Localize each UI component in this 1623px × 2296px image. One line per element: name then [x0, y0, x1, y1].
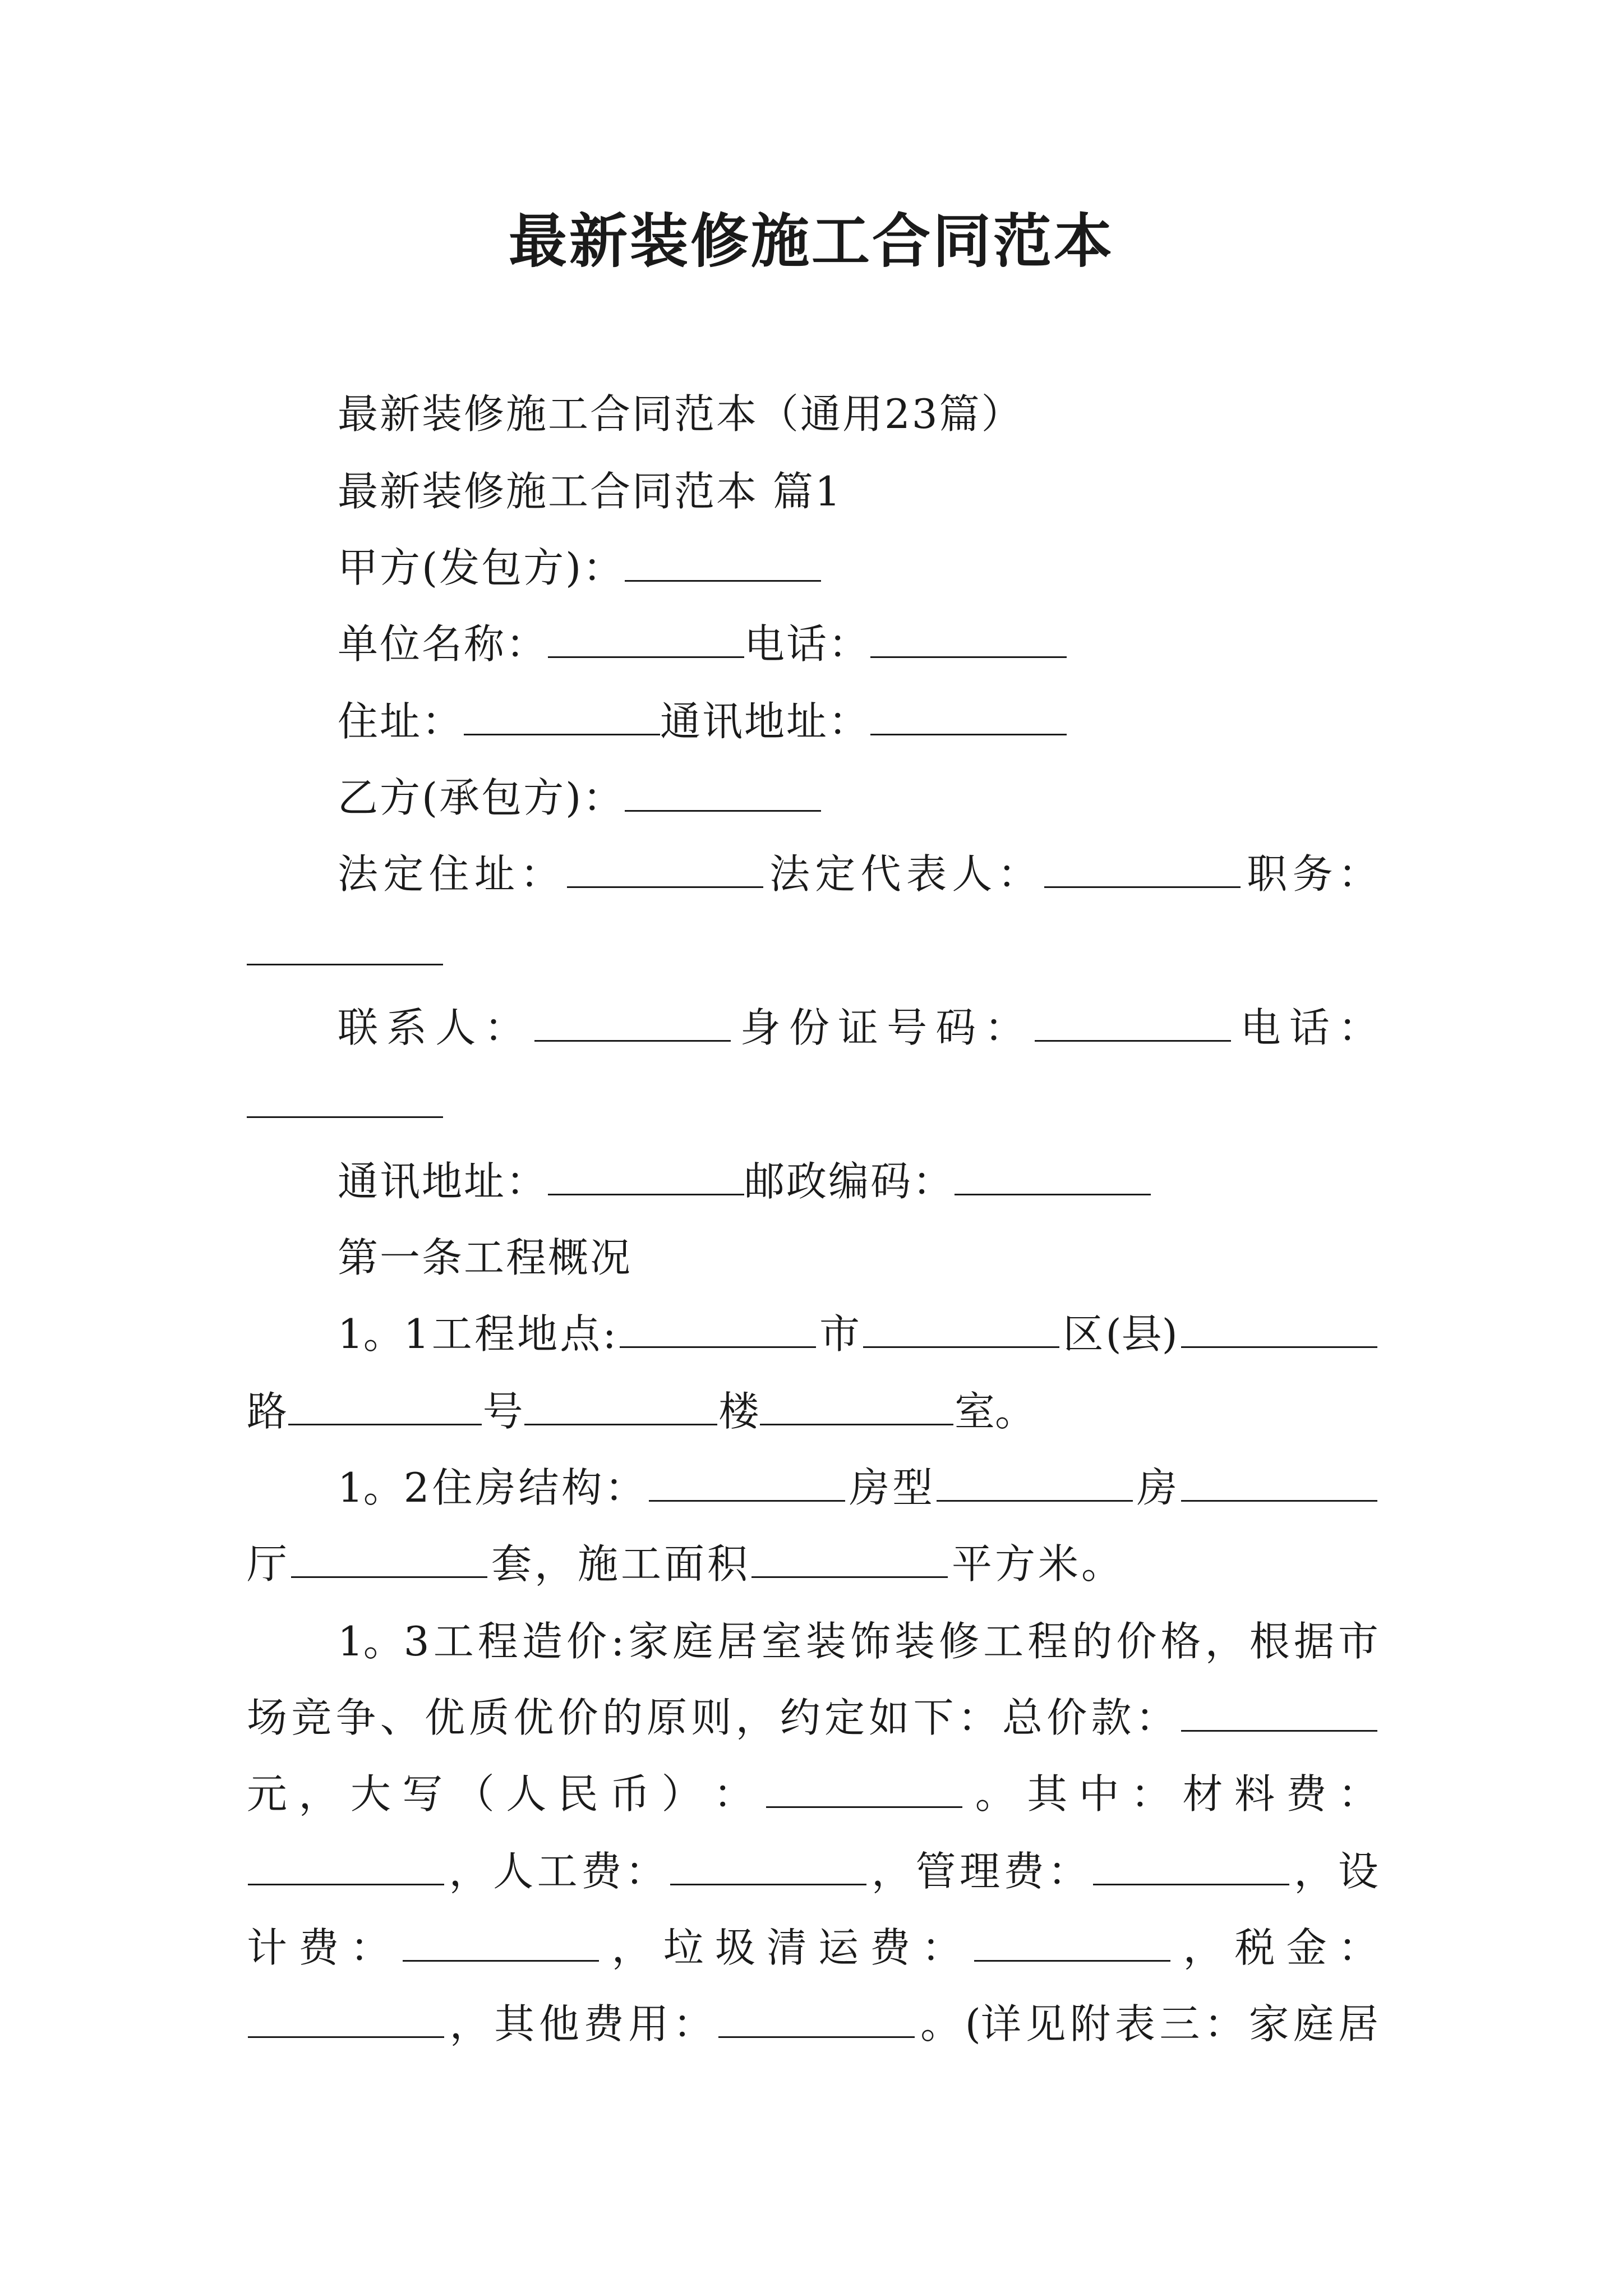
- fill-in-blank: [524, 1383, 718, 1425]
- text-token: 费: [298, 1924, 339, 1971]
- text-token: 结: [518, 1464, 559, 1511]
- text-token: 房: [1136, 1464, 1177, 1511]
- text-token: 造: [522, 1618, 562, 1665]
- text-token: ，: [871, 1848, 912, 1895]
- text-token: ：: [484, 1004, 525, 1051]
- company-name-label: 单位名称：: [338, 620, 548, 668]
- mailing-address-label-b: 通讯地址：: [338, 1158, 548, 1205]
- text-token: ：: [713, 1770, 754, 1818]
- fill-in-blank: [291, 1536, 487, 1578]
- text-token: 法: [338, 850, 379, 898]
- fill-in-blank: [974, 1920, 1170, 1962]
- text-token: ：: [957, 1694, 998, 1741]
- text-token: 价: [557, 1694, 598, 1741]
- clause-1-3: [338, 1613, 1378, 1669]
- text-token: 格: [1160, 1618, 1201, 1665]
- text-token: ，: [449, 1848, 490, 1895]
- text-token: 人: [506, 1770, 547, 1818]
- clause-1-2-cont: [247, 1536, 1122, 1592]
- text-token: 的: [1072, 1618, 1113, 1665]
- text-token: 下: [913, 1694, 954, 1741]
- text-token: 房: [849, 1464, 890, 1511]
- text-token: 住: [432, 1464, 473, 1511]
- text-token: 。: [1081, 1540, 1122, 1588]
- legal-info-line-cont: [247, 923, 443, 979]
- text-token: 费: [1286, 1770, 1327, 1818]
- text-token: 米: [1038, 1540, 1078, 1588]
- text-token: ：: [1135, 1694, 1176, 1741]
- text-token: 争: [335, 1694, 376, 1741]
- company-name-blank: [548, 616, 744, 658]
- address-label: 住址：: [338, 698, 464, 745]
- text-token: 三: [1159, 2000, 1200, 2047]
- text-token: 装: [805, 1618, 846, 1665]
- party-a-line: [338, 540, 821, 596]
- text-token: 工: [537, 1848, 578, 1895]
- text-token: (详: [965, 2000, 1021, 2047]
- postal-code-blank: [955, 1153, 1151, 1195]
- text-token: 。: [994, 1388, 1035, 1435]
- text-token: 证: [837, 1004, 878, 1051]
- text-token: 点: [560, 1310, 601, 1358]
- mailing-address-blank-b: [548, 1153, 744, 1195]
- text-token: ，: [534, 1540, 575, 1588]
- text-token: 型: [892, 1464, 933, 1511]
- text-token: 1。2: [338, 1464, 430, 1511]
- text-token: ，: [449, 2000, 490, 2047]
- text-token: ，: [611, 1924, 652, 1971]
- position-blank: [247, 923, 443, 965]
- text-token: :: [602, 1310, 616, 1358]
- text-token: 总: [1002, 1694, 1043, 1741]
- text-token: 工: [983, 1618, 1024, 1665]
- text-token: 楼: [718, 1388, 759, 1435]
- text-token: 法: [769, 850, 810, 898]
- text-token: 地: [517, 1310, 558, 1358]
- text-token: 电: [1240, 1004, 1281, 1051]
- party-b-label: 乙方(承包方)：: [338, 774, 625, 821]
- text-token: 系: [386, 1004, 427, 1051]
- text-token: 。: [975, 1770, 1016, 1818]
- fill-in-blank: [248, 1996, 444, 2038]
- fill-in-blank: [403, 1920, 599, 1962]
- fill-in-blank: [751, 1536, 948, 1578]
- text-token: 运: [818, 1924, 859, 1971]
- text-token: 场: [247, 1694, 288, 1741]
- text-token: 设: [1338, 1848, 1378, 1895]
- text-token: ，: [1183, 1924, 1224, 1971]
- text-token: 程: [477, 1618, 518, 1665]
- text-token: 套: [491, 1540, 532, 1588]
- fill-in-blank: [288, 1383, 482, 1425]
- text-token: ：: [1204, 2000, 1245, 2047]
- text-token: ：: [1131, 1770, 1172, 1818]
- party-a-label: 甲方(发包方)：: [338, 544, 625, 591]
- text-token: 代: [860, 850, 901, 898]
- party-a-blank: [625, 540, 821, 582]
- contract-heading-text: 最新装修施工合同范本（通用23篇）: [338, 390, 1023, 438]
- text-token: 区: [1063, 1310, 1104, 1358]
- text-token: 装: [894, 1618, 935, 1665]
- text-token: ：: [1338, 1924, 1378, 1971]
- text-token: 、: [380, 1694, 421, 1741]
- text-token: 码: [935, 1004, 976, 1051]
- text-token: ，: [735, 1694, 776, 1741]
- text-token: 人: [952, 850, 993, 898]
- text-token: 人: [493, 1848, 534, 1895]
- text-token: 房: [475, 1464, 516, 1511]
- text-token: 积: [707, 1540, 748, 1588]
- text-token: ：: [520, 850, 561, 898]
- text-token: 清: [766, 1924, 807, 1971]
- text-token: ：: [672, 2000, 713, 2047]
- text-token: ，: [298, 1770, 339, 1818]
- fill-in-blank: [1093, 1843, 1289, 1885]
- postal-code-label: 邮政编码：: [744, 1158, 955, 1205]
- text-token: （: [454, 1770, 495, 1818]
- address-line: [338, 693, 1067, 749]
- text-token: 市: [819, 1310, 860, 1358]
- article-one-heading: [338, 1230, 632, 1286]
- party-b-line: [338, 770, 821, 826]
- text-token: 工: [620, 1540, 661, 1588]
- text-token: 他: [538, 2000, 579, 2047]
- text-token: 币: [610, 1770, 651, 1818]
- text-token: 室: [954, 1388, 995, 1435]
- text-token: 定: [815, 850, 856, 898]
- text-token: 定: [824, 1694, 865, 1741]
- text-token: ：: [1338, 1770, 1378, 1818]
- text-token: 中: [1078, 1770, 1119, 1818]
- text-token: 税: [1234, 1924, 1275, 1971]
- text-token: 程: [1027, 1618, 1068, 1665]
- text-token: 其: [494, 2000, 535, 2047]
- clause-1-3-line-6: [247, 1996, 1378, 2052]
- text-token: 平: [951, 1540, 992, 1588]
- text-token: 修: [939, 1618, 980, 1665]
- text-token: 饰: [850, 1618, 891, 1665]
- text-token: 人: [435, 1004, 476, 1051]
- text-token: 住: [428, 850, 469, 898]
- text-token: 优: [424, 1694, 465, 1741]
- fill-in-blank: [1181, 1690, 1377, 1732]
- text-token: 费: [581, 1848, 622, 1895]
- text-token: 庭: [1293, 2000, 1334, 2047]
- clause-1-3-line-2: [247, 1690, 1378, 1746]
- text-token: 圾: [714, 1924, 755, 1971]
- text-token: 职: [1247, 850, 1288, 898]
- text-token: 约: [780, 1694, 820, 1741]
- mailing-address-blank: [870, 693, 1067, 735]
- text-token: 材: [1182, 1770, 1223, 1818]
- section-heading: [338, 463, 842, 519]
- fill-in-blank: [670, 1843, 866, 1885]
- text-token: 价: [1046, 1694, 1087, 1741]
- fill-in-blank: [534, 1000, 731, 1042]
- text-token: 原: [647, 1694, 688, 1741]
- text-token: 表: [1114, 2000, 1155, 2047]
- fill-in-blank: [1181, 1460, 1377, 1502]
- text-token: 联: [338, 1004, 379, 1051]
- text-token: 面: [663, 1540, 704, 1588]
- text-token: 程: [474, 1310, 515, 1358]
- text-token: 根: [1249, 1618, 1290, 1665]
- text-token: 厅: [247, 1540, 288, 1588]
- postal-line: [338, 1153, 1151, 1209]
- clause-1-1: [338, 1306, 1378, 1362]
- text-token: 价: [1116, 1618, 1157, 1665]
- document-title: 最新装修施工合同范本: [508, 207, 1114, 275]
- text-token: 家: [628, 1618, 669, 1665]
- text-token: :: [611, 1618, 625, 1665]
- text-token: 工: [431, 1310, 472, 1358]
- text-token: 写: [402, 1770, 443, 1818]
- text-token: 的: [602, 1694, 643, 1741]
- phone-blank: [870, 616, 1067, 658]
- fill-in-blank: [1044, 846, 1241, 888]
- text-token: 份: [789, 1004, 829, 1051]
- legal-info-line: [338, 846, 1378, 902]
- text-token: 料: [1234, 1770, 1275, 1818]
- fill-in-blank: [760, 1383, 953, 1425]
- contact-line: [338, 1000, 1378, 1056]
- text-token: 居: [1338, 2000, 1378, 2047]
- phone-label: 电话：: [744, 620, 871, 668]
- text-token: 话: [1289, 1004, 1330, 1051]
- text-token: 优: [513, 1694, 554, 1741]
- fill-in-blank: [1181, 1306, 1377, 1348]
- contact-line-cont: [247, 1076, 443, 1132]
- clause-1-3-line-3: [247, 1766, 1378, 1822]
- fill-in-blank: [620, 1306, 816, 1348]
- text-token: ：: [625, 1848, 666, 1895]
- fill-in-blank: [248, 1843, 444, 1885]
- fill-in-blank: [718, 1996, 915, 2038]
- text-token: 质: [469, 1694, 510, 1741]
- fill-in-blank: [1035, 1000, 1231, 1042]
- text-token: 金: [1286, 1924, 1327, 1971]
- text-token: 1。3: [338, 1618, 430, 1665]
- text-token: (县): [1105, 1310, 1178, 1358]
- text-token: 路: [247, 1388, 288, 1435]
- text-token: 定: [383, 850, 424, 898]
- text-token: 竞: [291, 1694, 332, 1741]
- text-token: ：: [350, 1924, 391, 1971]
- address-blank: [464, 693, 660, 735]
- fill-in-blank: [649, 1460, 845, 1502]
- clause-1-2: [338, 1460, 1378, 1516]
- fill-in-blank: [766, 1766, 962, 1808]
- text-token: 如: [869, 1694, 910, 1741]
- party-b-blank: [625, 770, 821, 812]
- text-token: 。: [920, 2000, 961, 2047]
- text-token: ：: [605, 1464, 645, 1511]
- text-token: 附: [1070, 2000, 1111, 2047]
- text-token: 市: [1338, 1618, 1378, 1665]
- text-token: 费: [1003, 1848, 1044, 1895]
- text-token: 家: [1248, 2000, 1289, 2047]
- contract-heading: [338, 386, 1023, 442]
- text-token: 管: [915, 1848, 956, 1895]
- text-token: 费: [870, 1924, 911, 1971]
- text-token: 其: [1027, 1770, 1068, 1818]
- text-token: ，: [1205, 1618, 1246, 1665]
- text-token: 室: [761, 1618, 802, 1665]
- text-token: 元: [247, 1770, 288, 1818]
- fill-in-blank: [937, 1460, 1133, 1502]
- text-token: 构: [561, 1464, 602, 1511]
- text-token: 施: [577, 1540, 618, 1588]
- text-token: ，: [1294, 1848, 1335, 1895]
- fill-in-blank: [863, 1306, 1059, 1348]
- text-token: 表: [906, 850, 947, 898]
- mailing-address-label: 通讯地址：: [660, 698, 871, 745]
- clause-1-1-cont: [247, 1383, 1035, 1439]
- text-token: ：: [921, 1924, 962, 1971]
- clause-1-3-line-5: [247, 1920, 1378, 1976]
- text-token: 费: [583, 2000, 624, 2047]
- section-heading-text: 最新装修施工合同范本 篇1: [338, 468, 842, 515]
- text-token: 庭: [672, 1618, 713, 1665]
- text-token: 工: [433, 1618, 474, 1665]
- company-line: [338, 616, 1067, 672]
- text-token: 1。1: [338, 1310, 430, 1358]
- article-one-heading-text: 第一条工程概况: [338, 1234, 633, 1281]
- text-token: ：: [1338, 1004, 1378, 1051]
- text-token: 据: [1293, 1618, 1334, 1665]
- text-token: 号: [482, 1388, 523, 1435]
- text-token: 用: [628, 2000, 669, 2047]
- text-token: 价: [566, 1618, 607, 1665]
- text-token: ）: [661, 1770, 702, 1818]
- text-token: 身: [740, 1004, 781, 1051]
- clause-1-3-line-4: [247, 1843, 1378, 1899]
- text-token: 计: [247, 1924, 288, 1971]
- text-token: 址: [474, 850, 515, 898]
- text-token: 大: [350, 1770, 391, 1818]
- text-token: ：: [1338, 850, 1378, 898]
- text-token: ：: [984, 1004, 1025, 1051]
- text-token: ：: [997, 850, 1038, 898]
- fill-in-blank: [567, 846, 763, 888]
- contact-phone-blank: [247, 1076, 443, 1118]
- text-token: ：: [1048, 1848, 1089, 1895]
- text-token: 理: [960, 1848, 1000, 1895]
- text-token: 则: [691, 1694, 732, 1741]
- text-token: 务: [1292, 850, 1333, 898]
- text-token: 号: [887, 1004, 928, 1051]
- text-token: 款: [1091, 1694, 1132, 1741]
- text-token: 民: [557, 1770, 598, 1818]
- text-token: 方: [994, 1540, 1035, 1588]
- text-token: 垃: [663, 1924, 704, 1971]
- text-token: 居: [717, 1618, 758, 1665]
- text-token: 见: [1025, 2000, 1066, 2047]
